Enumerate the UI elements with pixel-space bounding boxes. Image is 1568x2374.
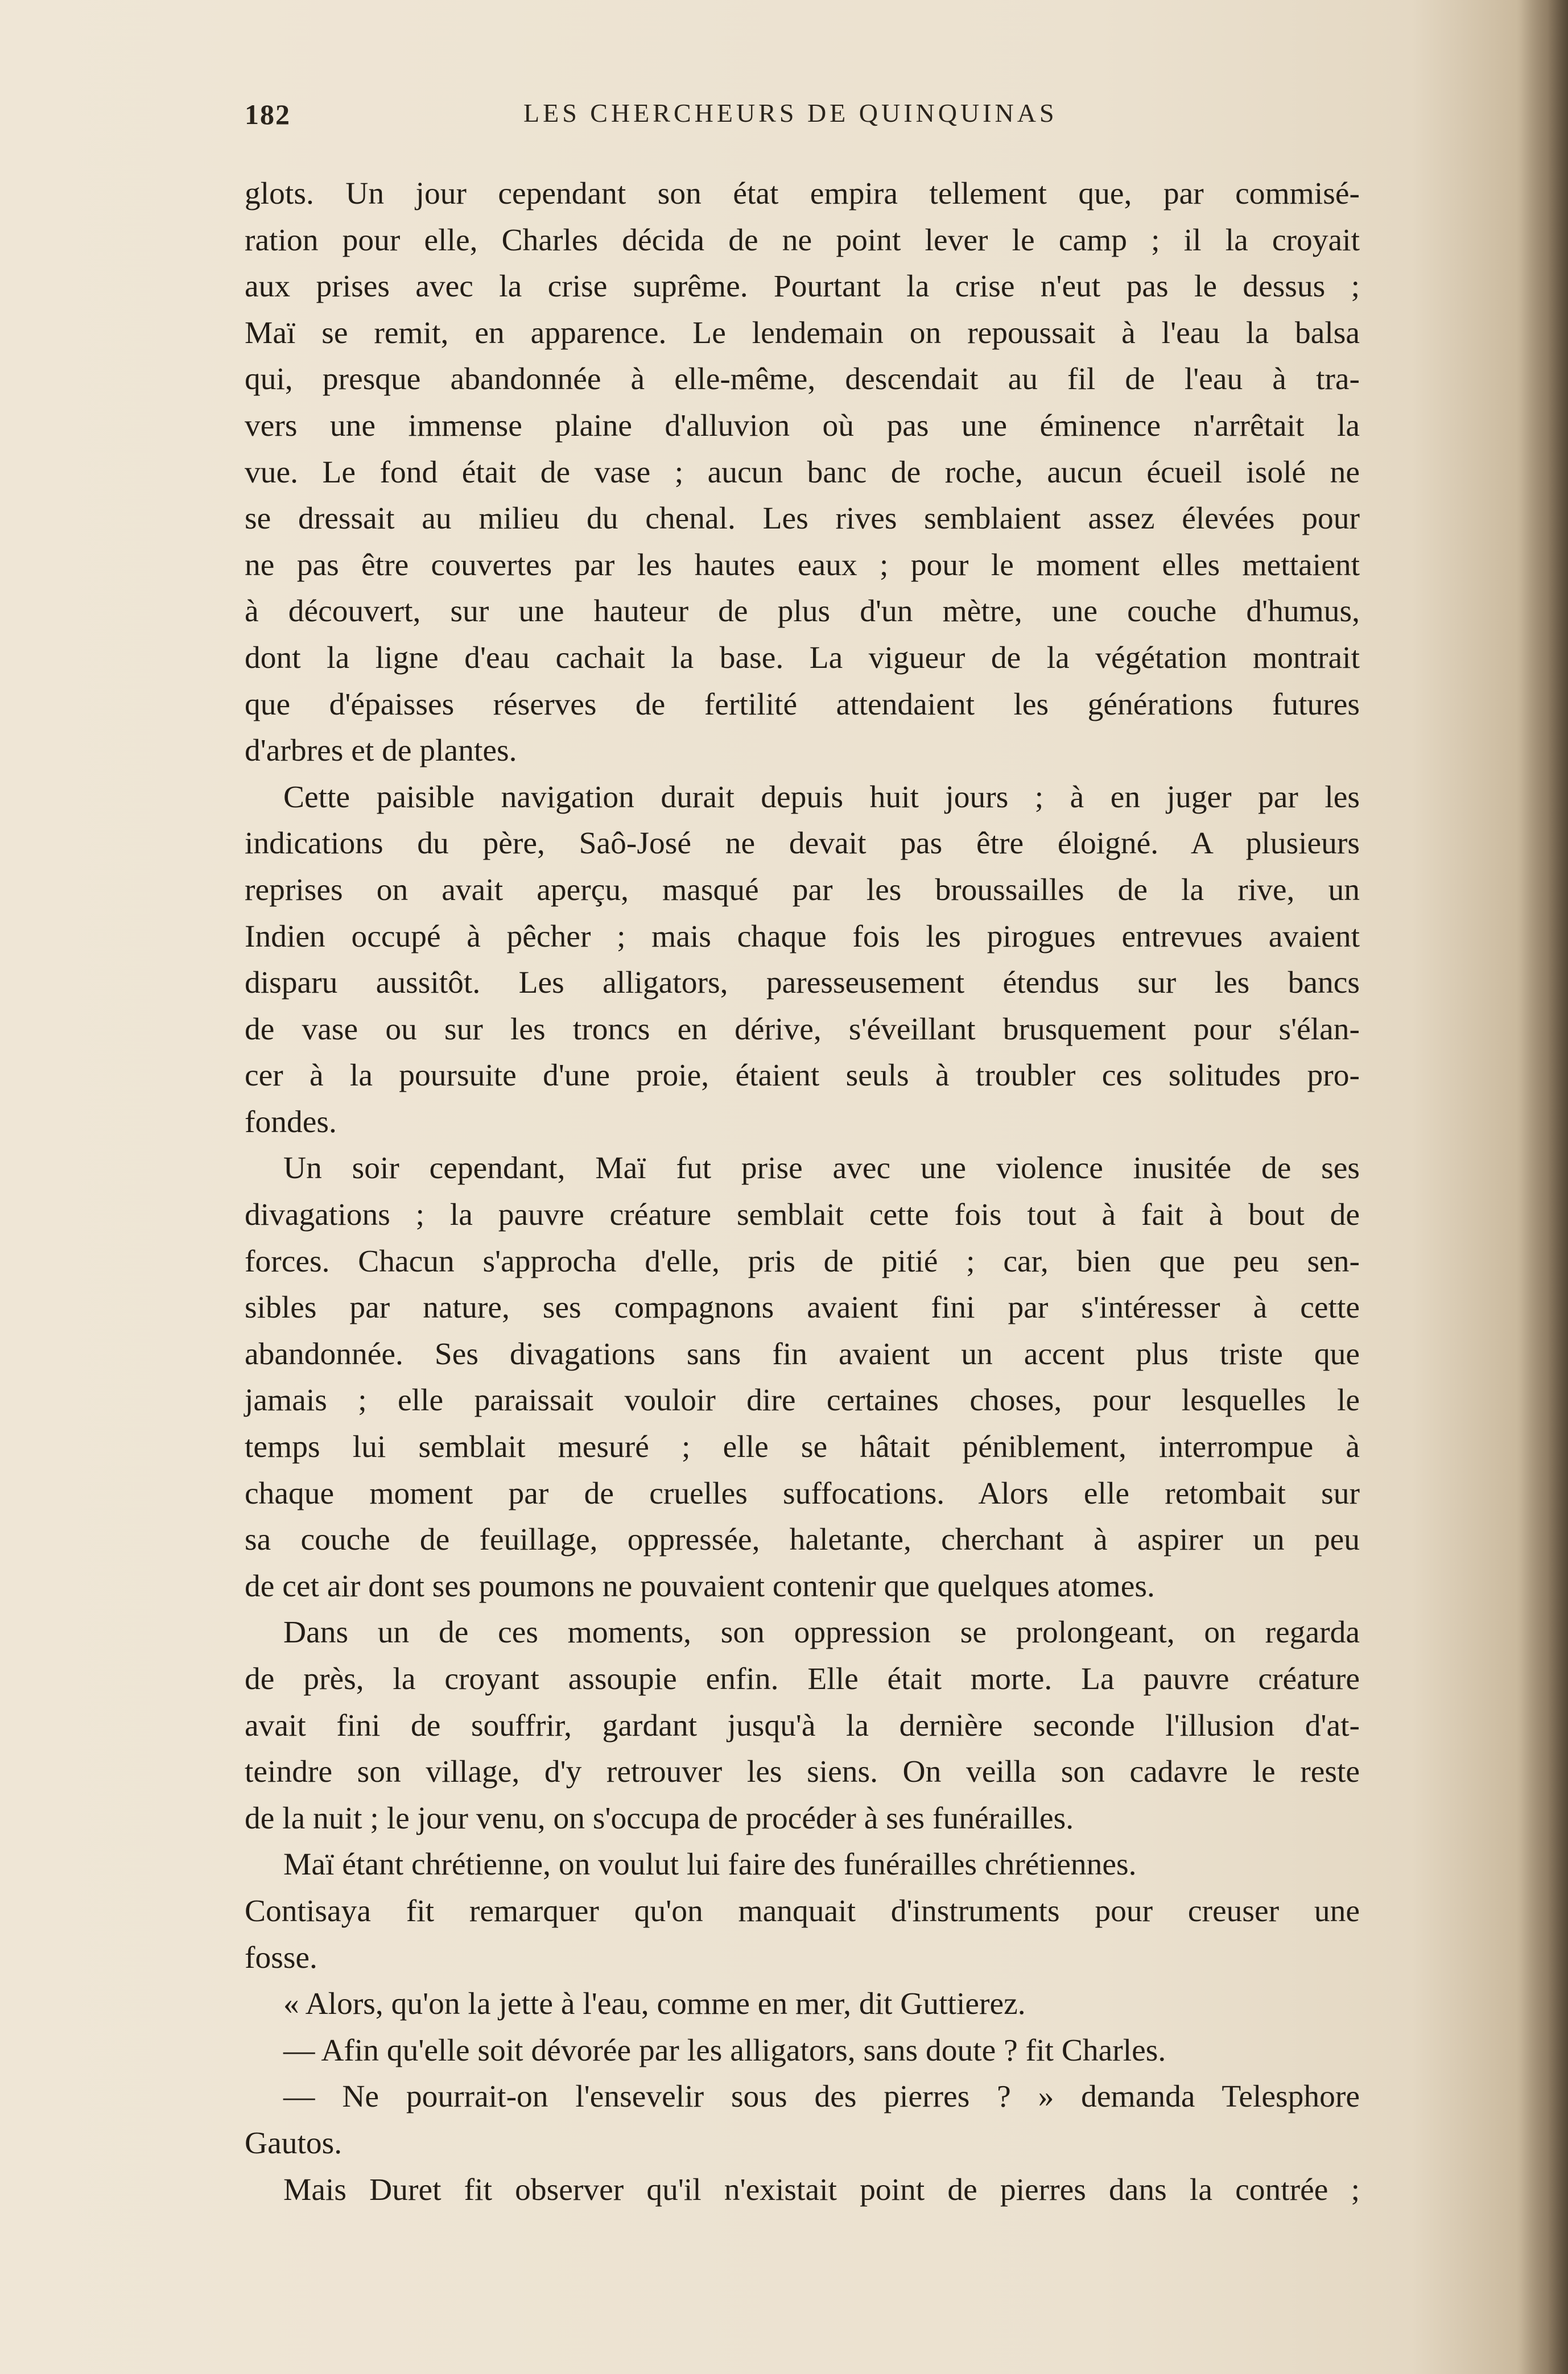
text-line: Maï se remit, en apparence. Le lendemain on repoussait à l'eau la balsa: [245, 315, 1360, 350]
text-line: reprises on avait aperçu, masqué par les broussailles de la rive, un: [245, 872, 1360, 907]
running-head: [245, 98, 1360, 143]
text-line: fondes.: [245, 1104, 337, 1139]
text-line: ne pas être couvertes par les hautes eaux ; pour le moment elles mettaient: [245, 547, 1360, 583]
text-line: fosse.: [245, 1940, 317, 1975]
text-line: Mais Duret fit observer qu'il n'existait point de pierres dans la contrée ;: [283, 2172, 1360, 2207]
text-line: dont la ligne d'eau cachait la base. La vigueur de la végétation montrait: [245, 640, 1360, 675]
text-line: glots. Un jour cependant son état empira tellement que, par commisé-: [245, 176, 1360, 211]
body-text: [245, 171, 1360, 2213]
text-line: cer à la poursuite d'une proie, étaient seuls à troubler ces solitudes pro-: [245, 1058, 1360, 1093]
text-line: Un soir cependant, Maï fut prise avec une violence inusitée de ses: [283, 1151, 1360, 1186]
text-line: — Afin qu'elle soit dévorée par les alligators, sans doute ? fit Charles.: [283, 2033, 1166, 2068]
text-line: forces. Chacun s'approcha d'elle, pris de pitié ; car, bien que peu sen-: [245, 1244, 1360, 1279]
text-line: Dans un de ces moments, son oppression se prolongeant, on regarda: [283, 1615, 1360, 1650]
text-line: jamais ; elle paraissait vouloir dire certaines choses, pour lesquelles le: [245, 1383, 1360, 1418]
text-line: chaque moment par de cruelles suffocations. Alors elle retombait sur: [245, 1476, 1360, 1511]
page-number: 182: [245, 98, 291, 130]
text-line: « Alors, qu'on la jette à l'eau, comme en mer, dit Guttierez.: [283, 1987, 1026, 2022]
text-line: de vase ou sur les troncs en dérive, s'éveillant brusquement pour s'élan-: [245, 1011, 1360, 1047]
text-line: temps lui semblait mesuré ; elle se hâtait péniblement, interrompue à: [245, 1430, 1360, 1465]
text-line: ration pour elle, Charles décida de ne point lever le camp ; il la croyait: [245, 222, 1360, 258]
text-line: indications du père, Saô-José ne devait pas être éloigné. A plusieurs: [245, 826, 1360, 861]
text-line: de la nuit ; le jour venu, on s'occupa de procéder à ses funérailles.: [245, 1801, 1074, 1836]
text-line: Contisaya fit remarquer qu'on manquait d'instruments pour creuser une: [245, 1893, 1360, 1929]
text-line: à découvert, sur une hauteur de plus d'un mètre, une couche d'humus,: [245, 594, 1360, 629]
text-line: Gautos.: [245, 2125, 343, 2161]
text-line: de près, la croyant assoupie enfin. Elle était morte. La pauvre créature: [245, 1662, 1360, 1696]
text-line: qui, presque abandonnée à elle-même, descendait au fil de l'eau à tra-: [245, 362, 1360, 397]
text-line: aux prises avec la crise suprême. Pourtant la crise n'eut pas le dessus ;: [245, 269, 1360, 304]
text-line: se dressait au milieu du chenal. Les rives semblaient assez élevées pour: [245, 501, 1360, 536]
text-line: abandonnée. Ses divagations sans fin avaient un accent plus triste que: [245, 1336, 1360, 1372]
text-line: d'arbres et de plantes.: [245, 733, 517, 769]
text-line: avait fini de souffrir, gardant jusqu'à la dernière seconde l'illusion d'at-: [245, 1708, 1360, 1743]
text-line: teindre son village, d'y retrouver les siens. On veilla son cadavre le reste: [245, 1754, 1360, 1790]
text-line: vue. Le fond était de vase ; aucun banc de roche, aucun écueil isolé ne: [245, 455, 1360, 490]
text-line: que d'épaisses réserves de fertilité attendaient les générations futures: [245, 687, 1360, 722]
running-title: LES CHERCHEURS DE QUINQUINAS: [523, 98, 1058, 127]
text-line: sa couche de feuillage, oppressée, haletante, cherchant à aspirer un peu: [245, 1522, 1360, 1558]
text-line: vers une immense plaine d'alluvion où pas une éminence n'arrêtait la: [245, 408, 1360, 443]
text-line: Indien occupé à pêcher ; mais chaque fois les pirogues entrevues avaient: [245, 919, 1360, 954]
text-line: de cet air dont ses poumons ne pouvaient contenir que quelques atomes.: [245, 1568, 1155, 1604]
page-gutter-shadow: [1517, 0, 1568, 2374]
text-line: disparu aussitôt. Les alligators, paresseusement étendus sur les bancs: [245, 965, 1360, 1001]
text-line: Maï étant chrétienne, on voulut lui faire des funérailles chrétiennes.: [283, 1847, 1137, 1882]
text-line: divagations ; la pauvre créature semblait cette fois tout à fait à bout de: [245, 1198, 1360, 1233]
text-line: — Ne pourrait-on l'ensevelir sous des pierres ? » demanda Telesphore: [283, 2079, 1360, 2115]
text-line: sibles par nature, ses compagnons avaient fini par s'intéresser à cette: [245, 1290, 1360, 1326]
text-line: Cette paisible navigation durait depuis huit jours ; à en juger par les: [283, 779, 1360, 815]
